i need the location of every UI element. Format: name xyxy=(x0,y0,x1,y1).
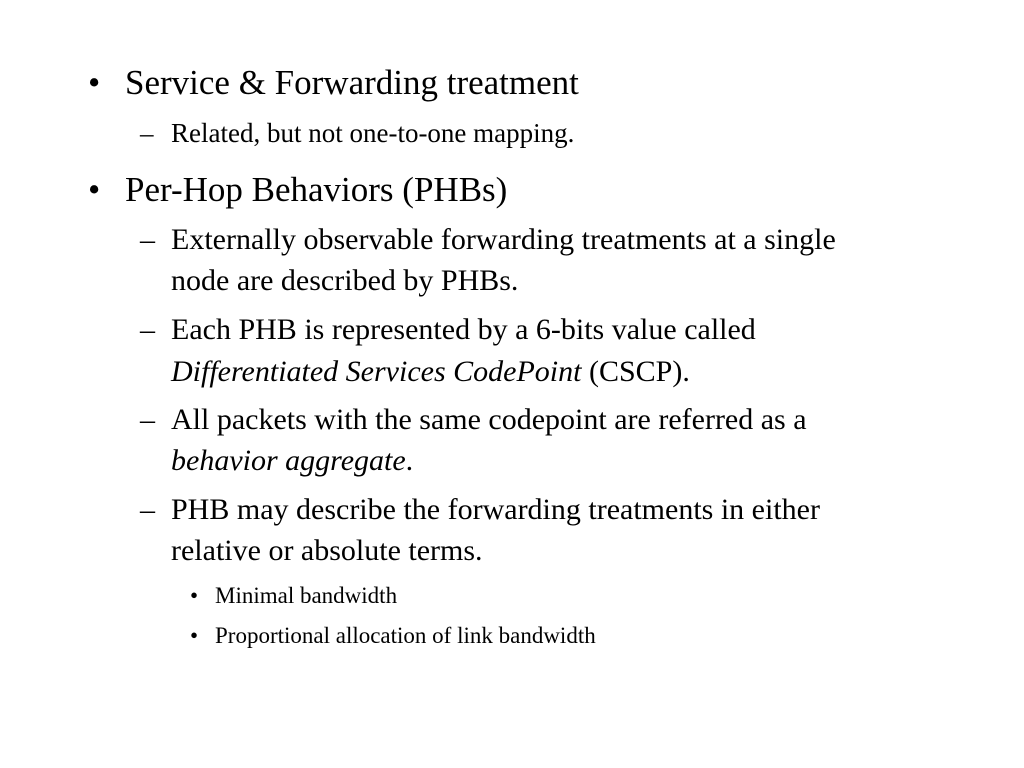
sub-bullet-all-packets-line2-rest: . xyxy=(405,444,414,477)
sub-sub-bullet-minimal-bandwidth: Minimal bandwidth xyxy=(215,583,398,608)
sub-bullet-marker: – xyxy=(140,223,155,256)
sub-bullet-phb-describe-line2: relative or absolute terms. xyxy=(171,534,483,567)
bullet-service-forwarding: Service & Forwarding treatment xyxy=(125,63,579,102)
sub-sub-bullet-marker: • xyxy=(190,623,199,648)
sub-sub-bullet-marker: • xyxy=(190,583,199,608)
sub-sub-bullet-proportional-allocation: Proportional allocation of link bandwidth xyxy=(215,623,596,648)
sub-bullet-marker: – xyxy=(140,403,155,436)
bullet-marker: • xyxy=(88,170,101,209)
sub-bullet-each-phb-line2-rest: (CSCP). xyxy=(581,355,690,388)
term-behavior-aggregate: behavior aggregate xyxy=(171,444,406,477)
sub-bullet-all-packets-line2 xyxy=(171,444,413,478)
sub-bullet-marker: – xyxy=(140,118,154,148)
sub-bullet-all-packets-line1: All packets with the same codepoint are referred as a xyxy=(171,403,807,436)
term-differentiated-services-codepoint: Differentiated Services CodePoint xyxy=(171,355,582,388)
sub-bullet-marker: – xyxy=(140,493,155,526)
sub-bullet-externally-observable-line1: Externally observable forwarding treatments at a single xyxy=(171,223,836,256)
sub-bullet-related-mapping: Related, but not one-to-one mapping. xyxy=(171,118,575,148)
sub-bullet-marker: – xyxy=(140,313,155,346)
sub-bullet-each-phb-line2 xyxy=(171,355,690,389)
sub-bullet-externally-observable-line2: node are described by PHBs. xyxy=(171,264,519,297)
sub-bullet-phb-describe-line1: PHB may describe the forwarding treatments in either xyxy=(171,493,820,526)
sub-bullet-each-phb-line1: Each PHB is represented by a 6-bits value called xyxy=(171,313,756,346)
bullet-per-hop-behaviors: Per-Hop Behaviors (PHBs) xyxy=(125,170,508,209)
bullet-marker: • xyxy=(88,63,101,102)
